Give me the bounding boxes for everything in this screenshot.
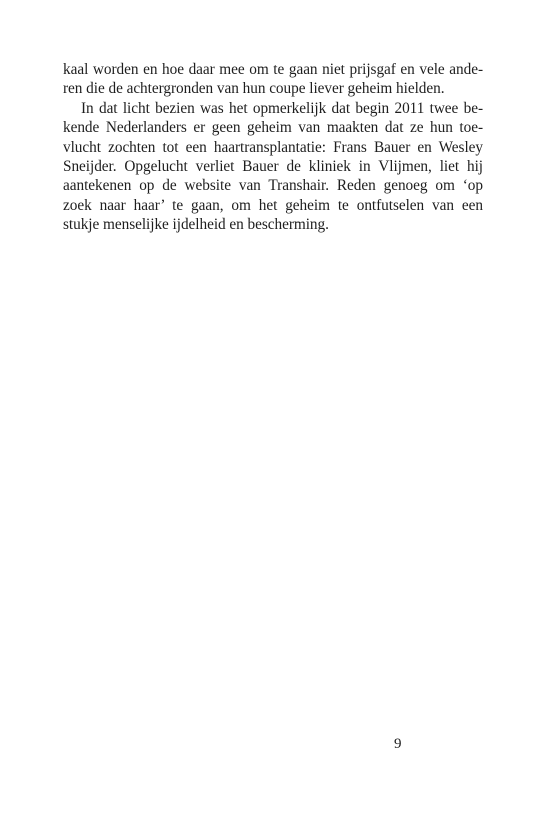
page-number: 9 bbox=[394, 736, 402, 752]
text-line: stukje menselijke ijdelheid en bescherming. bbox=[63, 216, 329, 234]
text-line: ren die de achtergronden van hun coupe liever geheim hielden. bbox=[63, 80, 445, 98]
text-line: vlucht zochten tot een haartransplantatie: Frans Bauer en Wesley bbox=[63, 138, 483, 156]
body-text bbox=[63, 60, 483, 235]
text-line: kaal worden en hoe daar mee om te gaan niet prijsgaf en vele ande- bbox=[63, 61, 483, 78]
text-line: In dat licht bezien was het opmerkelijk dat begin 2011 twee be- bbox=[81, 99, 483, 117]
text-line: zoek naar haar’ te gaan, om het geheim te ontfutselen van een bbox=[63, 196, 483, 214]
text-line: kende Nederlanders er geen geheim van maakten dat ze hun toe- bbox=[63, 119, 483, 137]
text-line: Sneijder. Opgelucht verliet Bauer de kliniek in Vlijmen, liet hij bbox=[63, 157, 483, 175]
text-line: aantekenen op de website van Transhair. Reden genoeg om ‘op bbox=[63, 177, 483, 195]
